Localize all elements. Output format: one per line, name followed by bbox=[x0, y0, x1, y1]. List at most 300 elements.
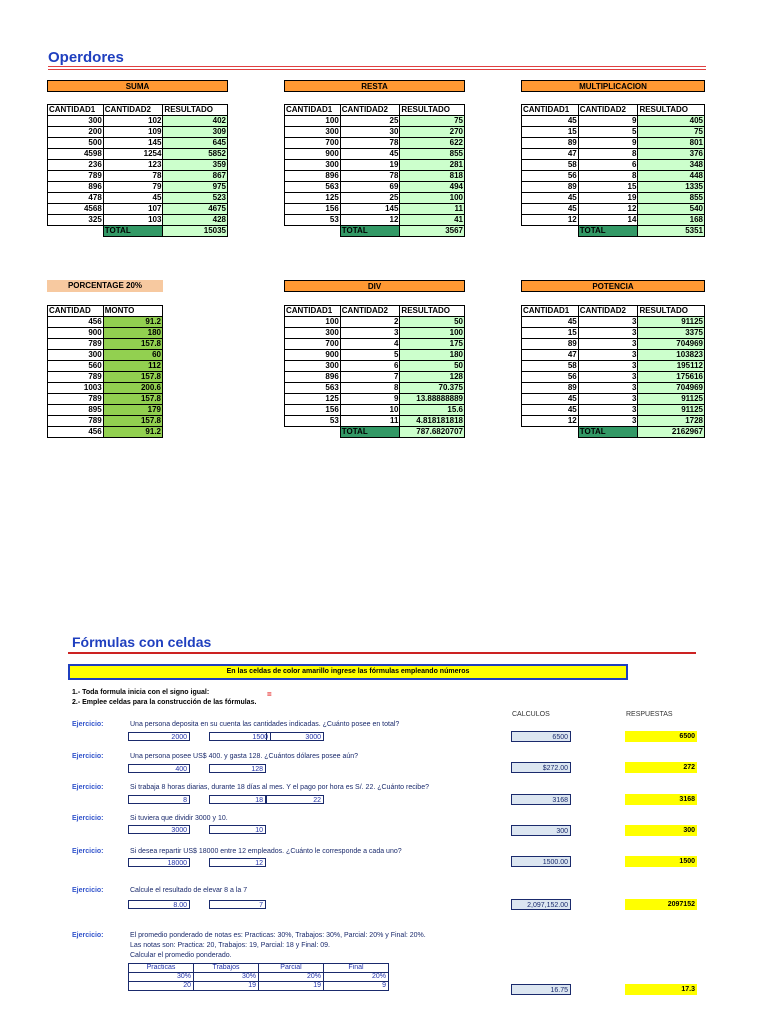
table-row bbox=[48, 394, 163, 405]
table-cell[interactable]: 8 bbox=[578, 149, 638, 160]
table-cell[interactable]: 855 bbox=[638, 193, 705, 204]
table-row bbox=[285, 394, 465, 405]
table-cell[interactable]: 78 bbox=[103, 171, 163, 182]
table-cell[interactable]: 157.8 bbox=[103, 339, 162, 350]
exercise-6-input-2[interactable]: 7 bbox=[209, 900, 266, 909]
table-cell[interactable]: 12 bbox=[578, 204, 638, 215]
table-row bbox=[522, 138, 705, 149]
col-header: CANTIDAD2 bbox=[578, 306, 638, 317]
ejercicio-label: Ejercicio: bbox=[72, 887, 104, 894]
table-cell[interactable]: 3 bbox=[578, 405, 638, 416]
table-cell[interactable]: 896 bbox=[285, 171, 341, 182]
table-cell[interactable]: 5 bbox=[578, 127, 638, 138]
table-cell[interactable]: 6 bbox=[578, 160, 638, 171]
table-row bbox=[48, 350, 163, 361]
table-cell[interactable]: 300 bbox=[285, 160, 341, 171]
table-cell[interactable]: 56 bbox=[522, 372, 579, 383]
table-cell[interactable]: 103823 bbox=[638, 350, 705, 361]
table-row bbox=[48, 160, 228, 171]
total-value[interactable]: 15035 bbox=[163, 226, 228, 237]
respuestas-column-header: RESPUESTAS bbox=[626, 711, 673, 718]
exercise-3-calculo[interactable]: 3168 bbox=[511, 794, 571, 805]
total-row bbox=[285, 427, 465, 438]
table-cell[interactable]: 236 bbox=[48, 160, 104, 171]
exercise-2-question: Una persona posee US$ 400. y gasta 128. ¿Cuántos dólares posee aún? bbox=[130, 753, 359, 760]
col-header: CANTIDAD2 bbox=[340, 105, 400, 116]
col-header: RESULTADO bbox=[400, 306, 465, 317]
exercise-5-input-1[interactable]: 18000 bbox=[128, 858, 190, 867]
table-cell[interactable]: 91.2 bbox=[103, 317, 162, 328]
table-cell[interactable]: 145 bbox=[103, 138, 163, 149]
exercise-3-input-3[interactable]: 22 bbox=[266, 795, 324, 804]
calculos-column-header: CALCULOS bbox=[512, 711, 550, 718]
table-row bbox=[522, 116, 705, 127]
table-cell[interactable]: 494 bbox=[400, 182, 465, 193]
table-cell[interactable]: 3 bbox=[578, 328, 638, 339]
table-cell[interactable]: 405 bbox=[638, 116, 705, 127]
resta-table bbox=[284, 104, 465, 237]
exercise-5-calculo[interactable]: 1500.00 bbox=[511, 856, 571, 867]
exercise-1-calculo[interactable]: 6500 bbox=[511, 731, 571, 742]
table-cell[interactable]: 3 bbox=[578, 372, 638, 383]
exercise-1-input-1[interactable]: 2000 bbox=[128, 732, 190, 741]
section-title-formulas: Fórmulas con celdas bbox=[72, 634, 212, 650]
table-row bbox=[48, 372, 163, 383]
table-cell[interactable]: 50 bbox=[400, 317, 465, 328]
col-header: RESULTADO bbox=[400, 105, 465, 116]
exercise-3-input-1[interactable]: 8 bbox=[128, 795, 190, 804]
table-cell[interactable]: 789 bbox=[48, 416, 104, 427]
table-cell[interactable]: 4 bbox=[340, 339, 400, 350]
table-cell[interactable]: 45 bbox=[522, 405, 579, 416]
table-row bbox=[285, 160, 465, 171]
table-cell[interactable]: 855 bbox=[400, 149, 465, 160]
table-cell[interactable]: 14 bbox=[578, 215, 638, 226]
table-cell[interactable]: 1335 bbox=[638, 182, 705, 193]
table-cell[interactable]: 270 bbox=[400, 127, 465, 138]
total-label: TOTAL bbox=[340, 226, 400, 237]
table-row bbox=[522, 394, 705, 405]
table-cell[interactable]: 53 bbox=[285, 215, 341, 226]
table-cell[interactable]: 175616 bbox=[638, 372, 705, 383]
table-cell[interactable]: 78 bbox=[340, 138, 400, 149]
exercise-2-respuesta[interactable]: 272 bbox=[625, 762, 697, 773]
table-cell[interactable]: 700 bbox=[285, 339, 341, 350]
exercise-4-input-2[interactable]: 10 bbox=[209, 825, 266, 834]
table-cell[interactable]: 4675 bbox=[163, 204, 228, 215]
resta-header: RESTA bbox=[284, 80, 465, 92]
exercise-2-input-1[interactable]: 400 bbox=[128, 764, 190, 773]
table-cell[interactable]: 448 bbox=[638, 171, 705, 182]
table-cell[interactable]: 300 bbox=[48, 116, 104, 127]
table-cell[interactable]: 895 bbox=[48, 405, 104, 416]
total-label: TOTAL bbox=[578, 427, 638, 438]
exercise-7-question-line-3: Calcular el promedio ponderado. bbox=[130, 952, 232, 959]
ejercicio-label: Ejercicio: bbox=[72, 721, 104, 728]
exercise-5-input-2[interactable]: 12 bbox=[209, 858, 266, 867]
table-cell[interactable]: 281 bbox=[400, 160, 465, 171]
table-row bbox=[522, 350, 705, 361]
table-cell[interactable]: 179 bbox=[103, 405, 162, 416]
exercise-2-calculo[interactable]: $272.00 bbox=[511, 762, 571, 773]
exercise-1-question: Una persona deposita en su cuenta las cantidades indicadas. ¿Cuánto posee en total? bbox=[130, 721, 400, 728]
table-cell[interactable]: 70.375 bbox=[400, 383, 465, 394]
table-cell[interactable]: 15 bbox=[578, 182, 638, 193]
table-cell[interactable]: 300 bbox=[285, 328, 341, 339]
grid-weight-parcial[interactable]: 20% bbox=[259, 973, 324, 982]
table-cell[interactable]: 69 bbox=[340, 182, 400, 193]
exercise-3-input-2[interactable]: 18 bbox=[209, 795, 266, 804]
total-value[interactable]: 787.6820707 bbox=[400, 427, 465, 438]
table-cell[interactable]: 789 bbox=[48, 372, 104, 383]
table-cell[interactable]: 109 bbox=[103, 127, 163, 138]
table-row bbox=[48, 215, 228, 226]
table-cell[interactable]: 91.2 bbox=[103, 427, 162, 438]
table-cell[interactable]: 348 bbox=[638, 160, 705, 171]
exercise-1-respuesta[interactable]: 6500 bbox=[625, 731, 697, 742]
table-cell[interactable]: 25 bbox=[340, 193, 400, 204]
table-cell[interactable]: 8 bbox=[578, 171, 638, 182]
table-cell[interactable]: 157.8 bbox=[103, 394, 162, 405]
table-cell[interactable]: 112 bbox=[103, 361, 162, 372]
table-cell[interactable]: 645 bbox=[163, 138, 228, 149]
table-cell[interactable]: 500 bbox=[48, 138, 104, 149]
table-cell[interactable]: 47 bbox=[522, 350, 579, 361]
table-cell[interactable]: 975 bbox=[163, 182, 228, 193]
table-cell[interactable]: 309 bbox=[163, 127, 228, 138]
table-cell[interactable]: 789 bbox=[48, 339, 104, 350]
title-underline-2 bbox=[48, 69, 706, 70]
col-header: RESULTADO bbox=[163, 105, 228, 116]
porcentage-header: PORCENTAGE 20% bbox=[47, 280, 163, 292]
exercise-3-respuesta[interactable]: 3168 bbox=[625, 794, 697, 805]
total-row bbox=[522, 427, 705, 438]
table-row bbox=[48, 405, 163, 416]
table-cell[interactable]: 100 bbox=[285, 116, 341, 127]
grid-weight-final[interactable]: 20% bbox=[324, 973, 389, 982]
table-cell[interactable]: 300 bbox=[285, 361, 341, 372]
table-cell[interactable]: 456 bbox=[48, 317, 104, 328]
total-row bbox=[48, 226, 228, 237]
table-cell[interactable]: 456 bbox=[48, 427, 104, 438]
table-cell[interactable]: 789 bbox=[48, 394, 104, 405]
total-value[interactable]: 3567 bbox=[400, 226, 465, 237]
table-cell[interactable]: 58 bbox=[522, 361, 579, 372]
table-cell[interactable]: 15 bbox=[522, 328, 579, 339]
col-header: CANTIDAD1 bbox=[285, 105, 341, 116]
table-cell[interactable]: 563 bbox=[285, 383, 341, 394]
multiplicacion-header: MULTIPLICACION bbox=[521, 80, 705, 92]
exercise-6-calculo[interactable]: 2,097,152.00 bbox=[511, 899, 571, 910]
table-cell[interactable]: 58 bbox=[522, 160, 579, 171]
col-header: CANTIDAD1 bbox=[522, 306, 579, 317]
table-cell[interactable]: 478 bbox=[48, 193, 104, 204]
table-cell[interactable]: 9 bbox=[578, 138, 638, 149]
table-cell[interactable]: 180 bbox=[400, 350, 465, 361]
col-header: RESULTADO bbox=[638, 105, 705, 116]
table-cell[interactable]: 12 bbox=[522, 215, 579, 226]
table-cell[interactable]: 100 bbox=[400, 193, 465, 204]
exercise-5-respuesta[interactable]: 1500 bbox=[625, 856, 697, 867]
total-label: TOTAL bbox=[340, 427, 400, 438]
table-row bbox=[285, 215, 465, 226]
table-row bbox=[522, 204, 705, 215]
table-cell[interactable]: 9 bbox=[578, 116, 638, 127]
table-cell[interactable]: 157.8 bbox=[103, 416, 162, 427]
table-cell[interactable]: 4598 bbox=[48, 149, 104, 160]
exercise-6-input-1[interactable]: 8.00 bbox=[128, 900, 190, 909]
grid-weight-practicas[interactable]: 30% bbox=[129, 973, 194, 982]
exercise-4-respuesta[interactable]: 300 bbox=[625, 825, 697, 836]
table-cell[interactable]: 10 bbox=[340, 405, 400, 416]
table-cell[interactable]: 45 bbox=[522, 193, 579, 204]
table-cell[interactable]: 100 bbox=[285, 317, 341, 328]
table-cell[interactable]: 19 bbox=[578, 193, 638, 204]
total-value[interactable]: 5351 bbox=[638, 226, 705, 237]
table-row bbox=[285, 372, 465, 383]
table-row bbox=[48, 317, 163, 328]
table-row bbox=[522, 193, 705, 204]
table-cell[interactable]: 89 bbox=[522, 339, 579, 350]
exercise-1-input-2[interactable]: 1500 bbox=[209, 732, 271, 741]
table-cell[interactable]: 157.8 bbox=[103, 372, 162, 383]
table-cell[interactable]: 75 bbox=[638, 127, 705, 138]
table-cell[interactable]: 8 bbox=[340, 383, 400, 394]
table-row bbox=[48, 127, 228, 138]
table-cell[interactable]: 540 bbox=[638, 204, 705, 215]
potencia-table bbox=[521, 305, 705, 438]
table-cell[interactable]: 4.818181818 bbox=[400, 416, 465, 427]
table-cell[interactable]: 128 bbox=[400, 372, 465, 383]
table-cell[interactable]: 13.88888889 bbox=[400, 394, 465, 405]
table-row bbox=[285, 317, 465, 328]
exercise-4-input-1[interactable]: 3000 bbox=[128, 825, 190, 834]
table-cell[interactable]: 53 bbox=[285, 416, 341, 427]
table-cell[interactable]: 89 bbox=[522, 182, 579, 193]
table-cell[interactable]: 103 bbox=[103, 215, 163, 226]
table-cell[interactable]: 560 bbox=[48, 361, 104, 372]
table-cell[interactable]: 180 bbox=[103, 328, 162, 339]
potencia-header: POTENCIA bbox=[521, 280, 705, 292]
table-cell[interactable]: 9 bbox=[340, 394, 400, 405]
exercise-1-input-3[interactable]: 3000 bbox=[266, 732, 324, 741]
table-cell[interactable]: 11 bbox=[340, 416, 400, 427]
table-cell[interactable]: 900 bbox=[285, 149, 341, 160]
table-cell[interactable]: 1728 bbox=[638, 416, 705, 427]
grid-header-practicas: Practicas bbox=[129, 964, 194, 973]
total-spacer bbox=[285, 427, 341, 438]
table-cell[interactable]: 1003 bbox=[48, 383, 104, 394]
exercise-5-question: Si desea repartir US$ 18000 entre 12 empleados. ¿Cuánto le corresponde a cada uno? bbox=[130, 848, 402, 855]
table-cell[interactable]: 91125 bbox=[638, 317, 705, 328]
div-table bbox=[284, 305, 465, 438]
table-cell[interactable]: 89 bbox=[522, 138, 579, 149]
table-cell[interactable]: 45 bbox=[522, 317, 579, 328]
table-cell[interactable]: 45 bbox=[522, 394, 579, 405]
table-cell[interactable]: 200.6 bbox=[103, 383, 162, 394]
table-cell[interactable]: 45 bbox=[522, 116, 579, 127]
table-cell[interactable]: 3 bbox=[578, 416, 638, 427]
table-cell[interactable]: 622 bbox=[400, 138, 465, 149]
table-row bbox=[522, 149, 705, 160]
table-cell[interactable]: 41 bbox=[400, 215, 465, 226]
instruction-banner: En las celdas de color amarillo ingrese las fórmulas empleando números bbox=[68, 664, 628, 680]
table-cell[interactable]: 156 bbox=[285, 204, 341, 215]
table-cell[interactable]: 102 bbox=[103, 116, 163, 127]
table-cell[interactable]: 900 bbox=[285, 350, 341, 361]
table-cell[interactable]: 3 bbox=[578, 394, 638, 405]
table-row bbox=[285, 171, 465, 182]
suma-table bbox=[47, 104, 228, 237]
table-cell[interactable]: 3 bbox=[340, 328, 400, 339]
table-cell[interactable]: 107 bbox=[103, 204, 163, 215]
table-cell[interactable]: 91125 bbox=[638, 405, 705, 416]
table-cell[interactable]: 818 bbox=[400, 171, 465, 182]
table-cell[interactable]: 50 bbox=[400, 361, 465, 372]
table-cell[interactable]: 704969 bbox=[638, 383, 705, 394]
table-cell[interactable]: 11 bbox=[400, 204, 465, 215]
exercise-4-calculo[interactable]: 300 bbox=[511, 825, 571, 836]
table-row bbox=[285, 138, 465, 149]
table-row bbox=[285, 416, 465, 427]
table-cell[interactable]: 12 bbox=[522, 416, 579, 427]
table-row bbox=[522, 416, 705, 427]
table-cell[interactable]: 45 bbox=[103, 193, 163, 204]
exercise-7-question-line-2: Las notas son: Practica: 20, Trabajos: 19, Parcial: 18 y Final: 09. bbox=[130, 942, 330, 949]
table-row bbox=[285, 383, 465, 394]
exercise-4-question: Si tuviera que dividir 3000 y 10. bbox=[130, 815, 228, 822]
table-cell[interactable]: 900 bbox=[48, 328, 104, 339]
table-cell[interactable]: 402 bbox=[163, 116, 228, 127]
table-row bbox=[48, 138, 228, 149]
table-cell[interactable]: 168 bbox=[638, 215, 705, 226]
ejercicio-label: Ejercicio: bbox=[72, 932, 104, 939]
table-cell[interactable]: 3 bbox=[578, 317, 638, 328]
table-row bbox=[48, 427, 163, 438]
table-cell[interactable]: 704969 bbox=[638, 339, 705, 350]
table-cell[interactable]: 19 bbox=[340, 160, 400, 171]
grid-value-parcial[interactable]: 19 bbox=[259, 982, 324, 991]
table-cell[interactable]: 5 bbox=[340, 350, 400, 361]
table-cell[interactable]: 896 bbox=[48, 182, 104, 193]
table-cell[interactable]: 3 bbox=[578, 350, 638, 361]
title-underline bbox=[48, 66, 706, 67]
table-cell[interactable]: 156 bbox=[285, 405, 341, 416]
table-cell[interactable]: 25 bbox=[340, 116, 400, 127]
exercise-2-input-2[interactable]: 128 bbox=[209, 764, 266, 773]
table-cell[interactable]: 1254 bbox=[103, 149, 163, 160]
table-cell[interactable]: 801 bbox=[638, 138, 705, 149]
table-cell[interactable]: 3 bbox=[578, 361, 638, 372]
table-cell[interactable]: 4568 bbox=[48, 204, 104, 215]
table-cell[interactable]: 195112 bbox=[638, 361, 705, 372]
grid-header-trabajos: Trabajos bbox=[194, 964, 259, 973]
table-cell[interactable]: 3 bbox=[578, 339, 638, 350]
table-cell[interactable]: 896 bbox=[285, 372, 341, 383]
table-cell[interactable]: 563 bbox=[285, 182, 341, 193]
table-cell[interactable]: 56 bbox=[522, 171, 579, 182]
table-cell[interactable]: 89 bbox=[522, 383, 579, 394]
table-cell[interactable]: 789 bbox=[48, 171, 104, 182]
table-cell[interactable]: 2 bbox=[340, 317, 400, 328]
table-cell[interactable]: 15.6 bbox=[400, 405, 465, 416]
table-row bbox=[522, 215, 705, 226]
total-value[interactable]: 2162967 bbox=[638, 427, 705, 438]
table-cell[interactable]: 45 bbox=[340, 149, 400, 160]
table-cell[interactable]: 47 bbox=[522, 149, 579, 160]
exercise-7-respuesta[interactable]: 17.3 bbox=[625, 984, 697, 995]
ejercicio-label: Ejercicio: bbox=[72, 815, 104, 822]
table-cell[interactable]: 700 bbox=[285, 138, 341, 149]
table-cell[interactable]: 200 bbox=[48, 127, 104, 138]
table-cell[interactable]: 3375 bbox=[638, 328, 705, 339]
table-cell[interactable]: 3 bbox=[578, 383, 638, 394]
table-cell[interactable]: 175 bbox=[400, 339, 465, 350]
table-cell[interactable]: 78 bbox=[340, 171, 400, 182]
table-row bbox=[522, 127, 705, 138]
table-row bbox=[48, 204, 228, 215]
table-cell[interactable]: 30 bbox=[340, 127, 400, 138]
table-cell[interactable]: 428 bbox=[163, 215, 228, 226]
col-header: CANTIDAD1 bbox=[522, 105, 579, 116]
table-cell[interactable]: 359 bbox=[163, 160, 228, 171]
table-cell[interactable]: 300 bbox=[285, 127, 341, 138]
grid-value-trabajos[interactable]: 19 bbox=[194, 982, 259, 991]
col-header: RESULTADO bbox=[638, 306, 705, 317]
table-cell[interactable]: 123 bbox=[103, 160, 163, 171]
note-2: 2.- Emplee celdas para la construcción de las fórmulas. bbox=[72, 699, 257, 706]
total-row bbox=[522, 226, 705, 237]
table-cell[interactable]: 79 bbox=[103, 182, 163, 193]
table-cell[interactable]: 523 bbox=[163, 193, 228, 204]
table-row bbox=[522, 182, 705, 193]
col-header: CANTIDAD bbox=[48, 306, 104, 317]
table-cell[interactable]: 5852 bbox=[163, 149, 228, 160]
grid-value-final[interactable]: 9 bbox=[324, 982, 389, 991]
table-cell[interactable]: 15 bbox=[522, 127, 579, 138]
table-cell[interactable]: 125 bbox=[285, 193, 341, 204]
exercise-7-calculo[interactable]: 16.75 bbox=[511, 984, 571, 995]
table-cell[interactable]: 867 bbox=[163, 171, 228, 182]
grid-weight-trabajos[interactable]: 30% bbox=[194, 973, 259, 982]
table-cell[interactable]: 376 bbox=[638, 149, 705, 160]
table-row bbox=[48, 171, 228, 182]
suma-header: SUMA bbox=[47, 80, 228, 92]
total-row bbox=[285, 226, 465, 237]
table-cell[interactable]: 100 bbox=[400, 328, 465, 339]
exercise-6-respuesta[interactable]: 2097152 bbox=[625, 899, 697, 910]
table-cell[interactable]: 145 bbox=[340, 204, 400, 215]
table-row bbox=[48, 328, 163, 339]
table-cell[interactable]: 91125 bbox=[638, 394, 705, 405]
table-cell[interactable]: 75 bbox=[400, 116, 465, 127]
table-cell[interactable]: 45 bbox=[522, 204, 579, 215]
grid-value-practicas[interactable]: 20 bbox=[129, 982, 194, 991]
table-cell[interactable]: 7 bbox=[340, 372, 400, 383]
table-cell[interactable]: 60 bbox=[103, 350, 162, 361]
table-cell[interactable]: 325 bbox=[48, 215, 104, 226]
table-cell[interactable]: 6 bbox=[340, 361, 400, 372]
table-row bbox=[285, 328, 465, 339]
table-cell[interactable]: 300 bbox=[48, 350, 104, 361]
grid-header-final: Final bbox=[324, 964, 389, 973]
exercise-7-weights-grid bbox=[128, 963, 389, 991]
total-label: TOTAL bbox=[578, 226, 638, 237]
total-spacer bbox=[522, 427, 579, 438]
table-row bbox=[522, 328, 705, 339]
table-cell[interactable]: 125 bbox=[285, 394, 341, 405]
table-cell[interactable]: 12 bbox=[340, 215, 400, 226]
